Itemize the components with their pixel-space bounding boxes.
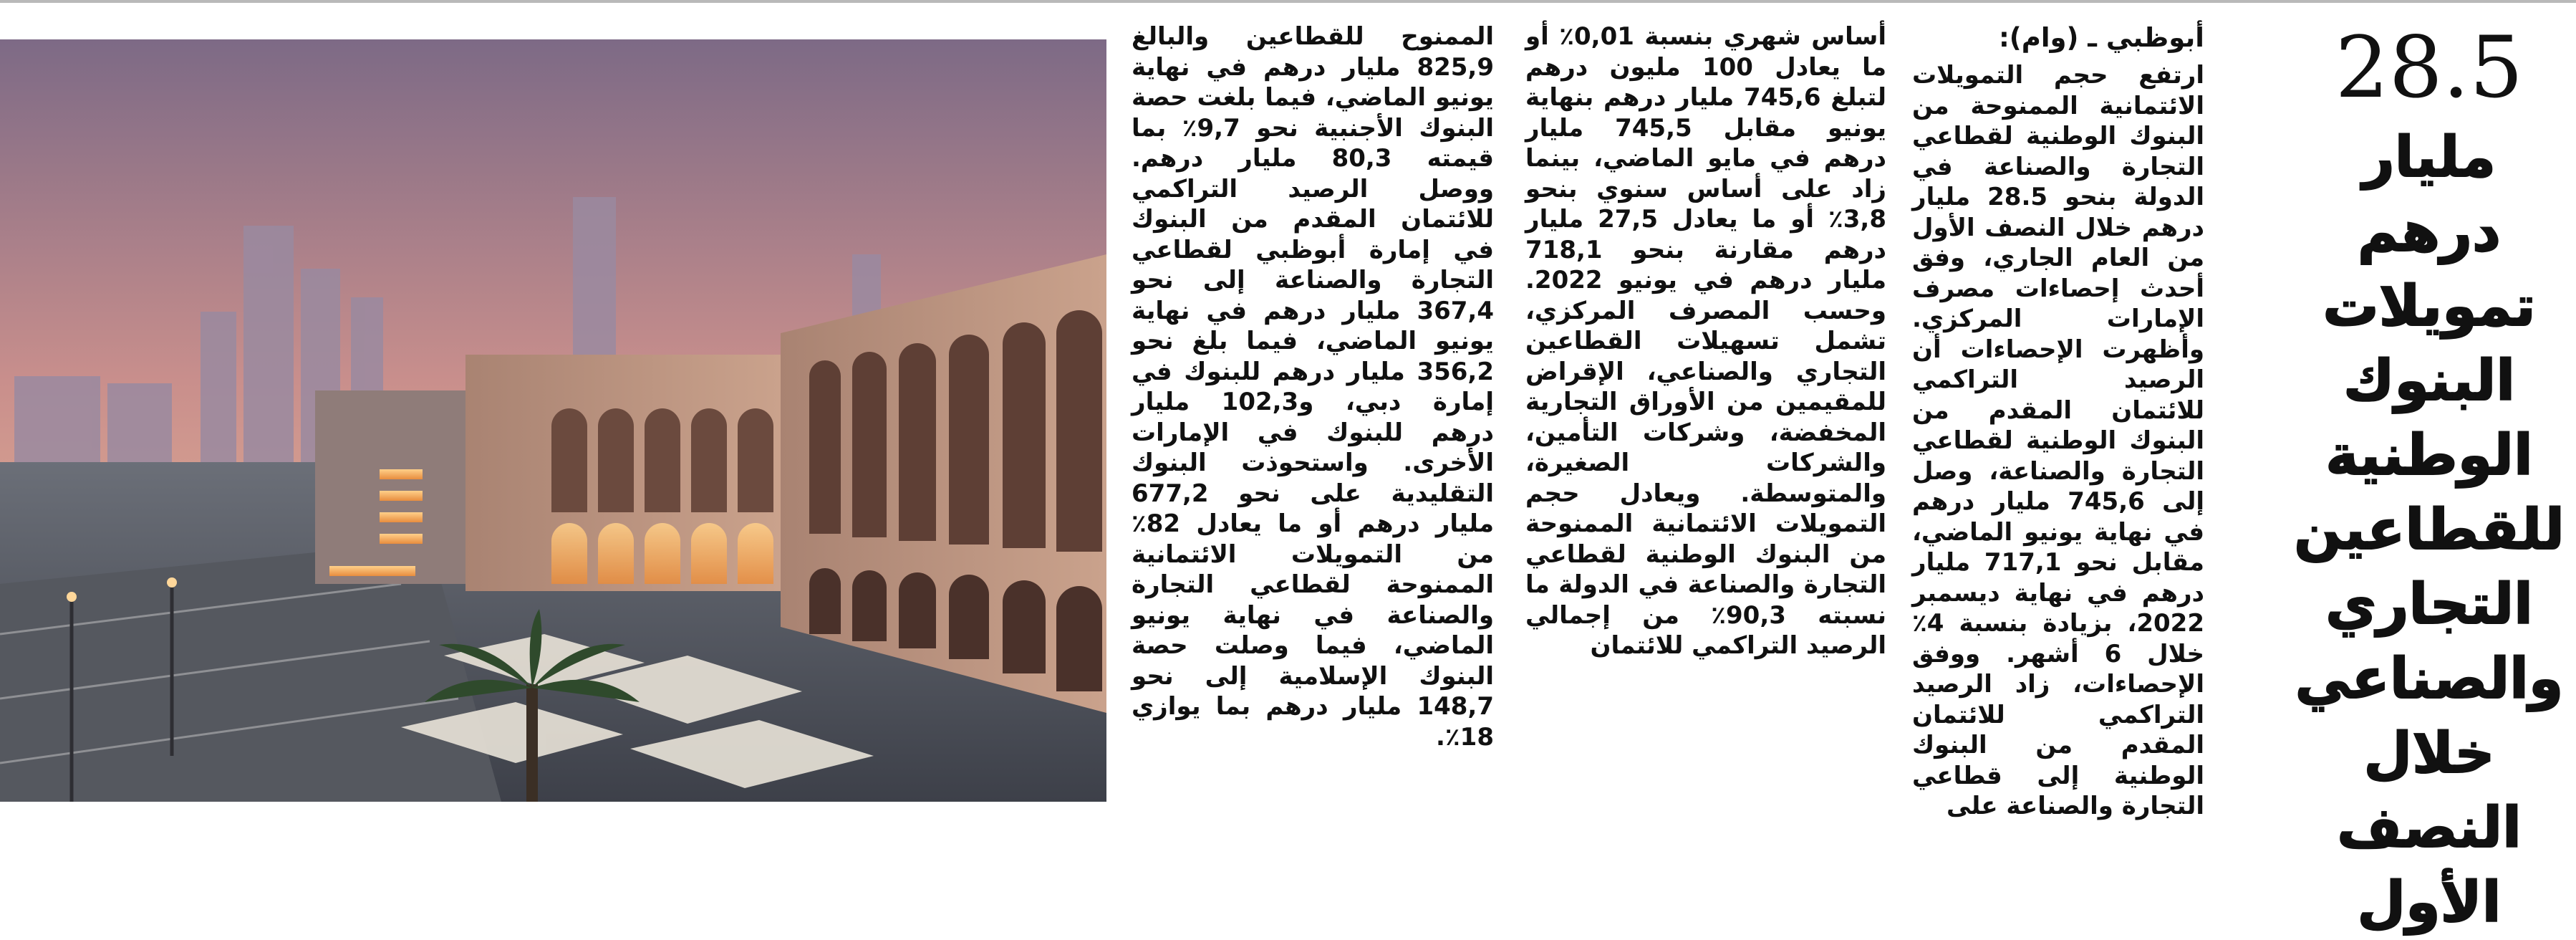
article-column-1 — [1912, 21, 2204, 820]
dateline: أبوظبي ـ (وام): — [1999, 22, 2204, 53]
article-column-3 — [1132, 21, 1494, 799]
headline-title: مليار درهم تمويلات البنوك الوطنية للقطاعين التجاري والصناعي خلال النصف الأول — [2294, 125, 2565, 935]
article-column-2 — [1525, 21, 1886, 799]
headline-number: 28.5 — [2335, 18, 2524, 117]
column-1-text: ارتفع حجم التمويلات الائتمانية الممنوحة من البنوك الوطنية لقطاعي التجارة والصناعة في الدولة بنحو 28.5 مليار درهم خلال النصف الأول من العام الجاري، وفق أحدث إحصاءات مصرف الإمارات المركزي. وأظهرت الإحصاءات أن الرصيد التراكمي للائتمان المقدم من البنوك الوطنية لقطاعي التجارة والصناعة، وصل إلى 745,6 مليار درهم في نهاية يونيو الماضي، مقابل نحو 717,1 مليار درهم في نهاية ديسمبر 2022، بزيادة بنسبة 4٪ خلال 6 أشهر. ووفق الإحصاءات، زاد الرصيد التراكمي للائتمان المقدم من البنوك الوطنية إلى قطاعي التجارة والصناعة على — [1912, 61, 2204, 820]
column-3-text: الممنوح للقطاعين والبالغ 825,9 مليار درهم في نهاية يونيو الماضي، فيما بلغت حصة البنوك الأجنبية نحو 9,7٪ بما قيمته 80,3 مليار درهم. ووصل الرصيد التراكمي للائتمان المقدم من البنوك في إمارة أبوظبي لقطاعي التجارة والصناعة إلى نحو 367,4 مليار درهم في نهاية يونيو الماضي، فيما بلغ نحو 356,2 مليار درهم للبنوك في إمارة دبي، و102,3 مليار درهم للبنوك في الإمارات الأخرى. واستحوذت البنوك التقليدية على نحو 677,2 مليار درهم أو ما يعادل 82٪ من التمويلات الائتمانية الممنوحة لقطاعي التجارة والصناعة في نهاية يونيو الماضي، فيما وصلت حصة البنوك الإسلامية إلى نحو 148,7 مليار درهم بما يوازي 18٪. — [1132, 22, 1494, 752]
article-photo — [0, 39, 1106, 802]
headline-block — [2290, 17, 2569, 935]
top-rule — [0, 0, 2576, 3]
column-2-text: أساس شهري بنسبة 0,01٪ أو ما يعادل 100 مليون درهم لتبلغ 745,6 مليار درهم بنهاية يونيو مقابل 745,5 مليار درهم في مايو الماضي، بينما زاد على أساس سنوي بنحو 3,8٪ أو ما يعادل 27,5 مليار درهم مقارنة بنحو 718,1 مليار درهم في يونيو 2022. وحسب المصرف المركزي، تشمل تسهيلات القطاعين التجاري والصناعي، الإقراض للمقيمين من الأوراق التجارية المخفضة، وشركات التأمين، والشركات الصغيرة، والمتوسطة. ويعادل حجم التمويلات الائتمانية الممنوحة من البنوك الوطنية لقطاعي التجارة والصناعة في الدولة ما نسبته 90,3٪ من إجمالي الرصيد التراكمي للائتمان — [1525, 22, 1887, 660]
central-bank-building-image — [0, 39, 1106, 802]
